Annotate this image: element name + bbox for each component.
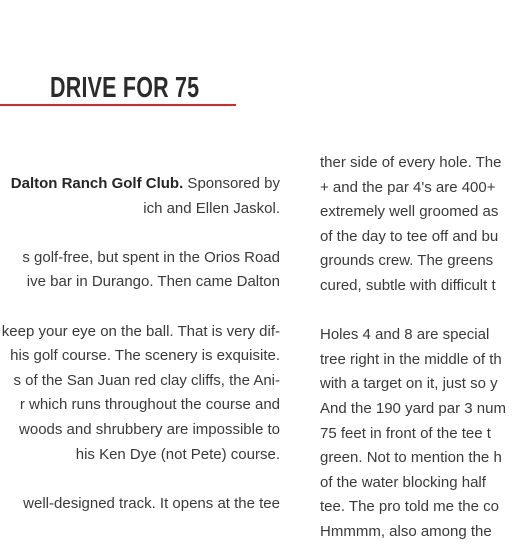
text-line: of the water blocking half	[320, 473, 486, 491]
text-line: tree right in the middle of th	[320, 350, 502, 368]
text-line: And the 190 yard par 3 num	[320, 399, 506, 417]
text-line: ich and Ellen Jaskol.	[143, 199, 280, 217]
text-line: his golf course. The scenery is exquisite.	[10, 347, 280, 365]
text-line: s of the San Juan red clay cliffs, the Ani-	[13, 371, 280, 389]
text-line: r which runs throughout the course and	[19, 396, 280, 414]
text-line: green. Not to mention the h	[320, 449, 502, 467]
text-line: + and the par 4's are 400+	[320, 178, 496, 196]
text-line: his Ken Dye (not Pete) course.	[75, 445, 280, 463]
text-line: keep your eye on the ball. That is very dif-	[1, 322, 280, 340]
title-underline	[0, 104, 236, 106]
article-left-column	[2, 172, 280, 516]
text-line: Dalton Ranch Golf Club. Sponsored by	[10, 175, 280, 192]
text-line: 75 feet in front of the tee t	[320, 424, 491, 442]
text-line: ther side of every hole. The	[320, 154, 502, 171]
text-line: well-designed track. It opens at the tee	[23, 494, 280, 512]
text-line: s golf-free, but spent in the Orios Road	[22, 248, 280, 266]
text-line: ive bar in Durango. Then came Dalton	[26, 273, 280, 291]
text-line: Holes 4 and 8 are special	[320, 326, 490, 344]
text-line: extremely well groomed as	[320, 203, 499, 221]
text-line: with a target on it, just so y	[320, 375, 498, 393]
text-line: tee. The pro told me the co	[320, 498, 499, 516]
text-line: cured, subtle with difficult t	[320, 276, 496, 294]
article-right-column	[320, 151, 506, 545]
text-line: Hmmmm, also among the	[320, 522, 492, 540]
text-line: of the day to tee off and bu	[320, 227, 499, 245]
text-line: grounds crew. The greens	[320, 252, 494, 270]
text-line: woods and shrubbery are impossible to	[19, 420, 280, 438]
venue-name: Dalton Ranch Golf Club.	[10, 175, 184, 192]
article-title: DRIVE FOR 75	[50, 72, 200, 104]
